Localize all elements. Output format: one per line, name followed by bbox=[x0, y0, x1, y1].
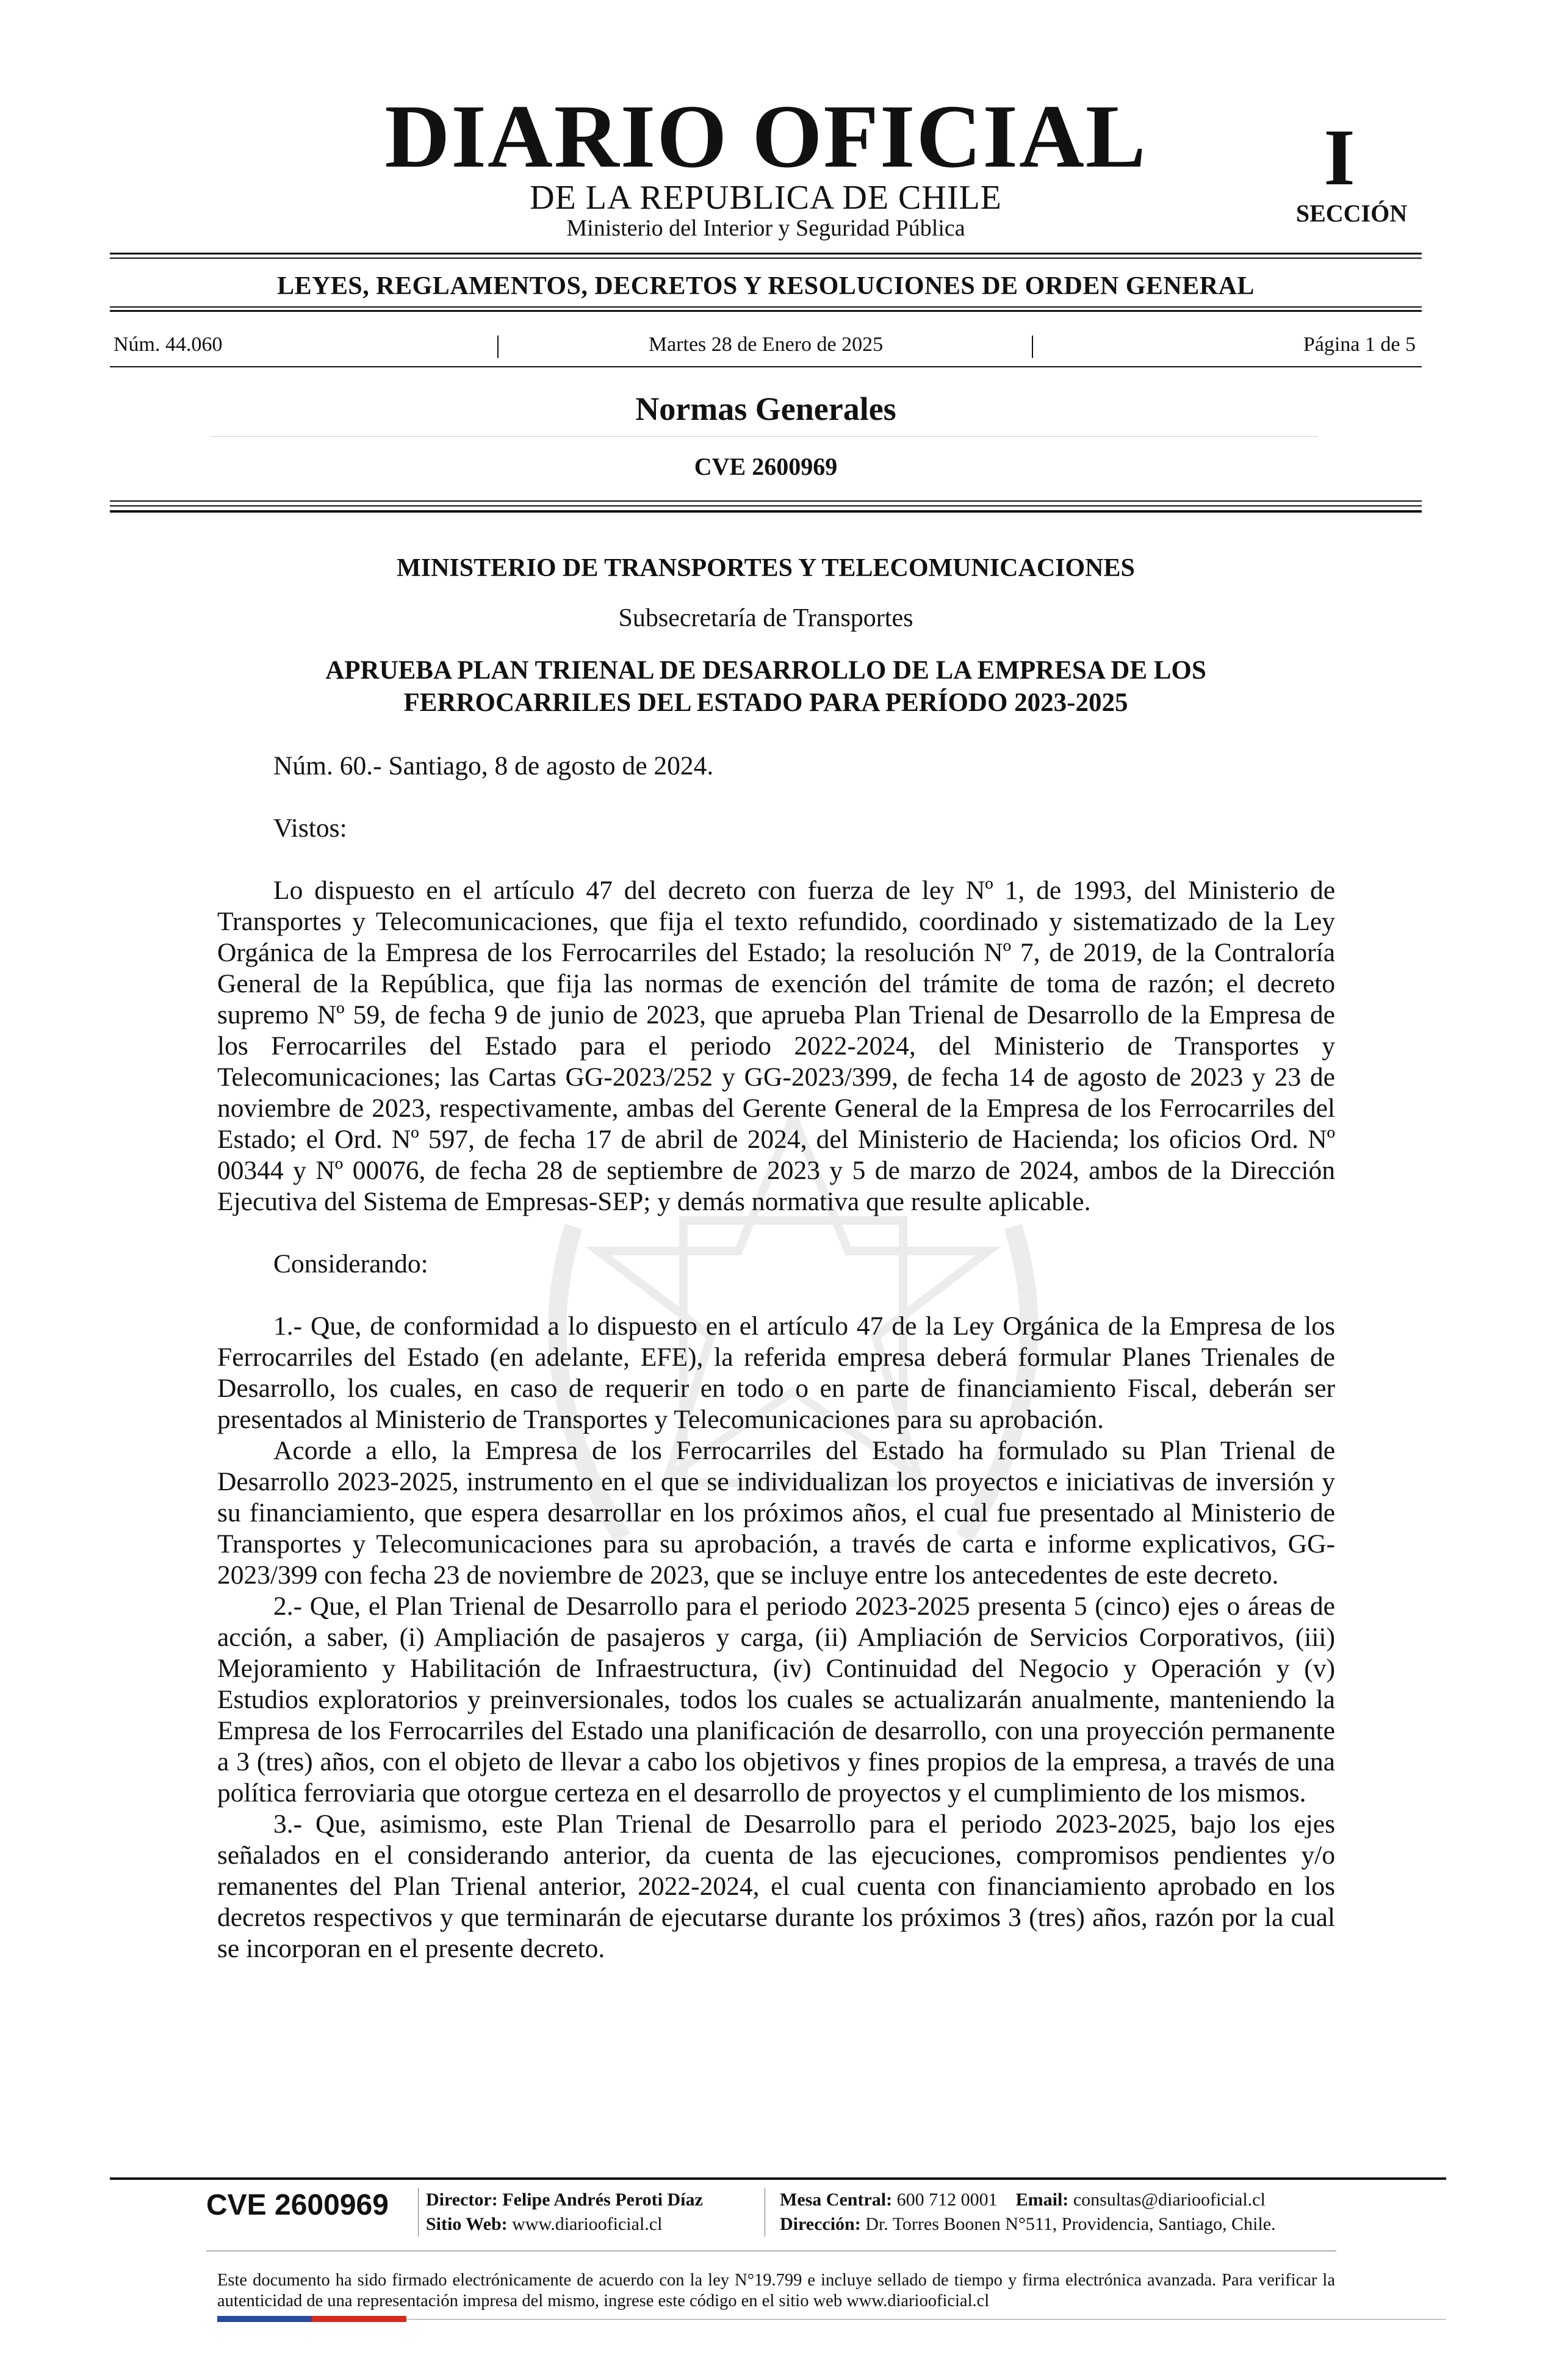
header-rule-bottom-1 bbox=[110, 306, 1422, 308]
footer-divider-1 bbox=[418, 2188, 419, 2237]
decree-title-line-2: FERROCARRILES DEL ESTADO PARA PERÍODO 2023-2025 bbox=[403, 688, 1128, 717]
header-rule-top-1 bbox=[110, 253, 1422, 254]
cve-rule-1 bbox=[110, 500, 1422, 502]
considerando-label: Considerando: bbox=[273, 1249, 428, 1278]
web-label: Sitio Web: bbox=[426, 2214, 508, 2234]
cve-rule-2 bbox=[110, 505, 1422, 507]
web-link[interactable]: www.diariooficial.cl bbox=[512, 2214, 663, 2234]
footer-contact-block bbox=[780, 2188, 1276, 2237]
section-title: Normas Generales bbox=[635, 391, 896, 427]
flag-stripe-blue bbox=[217, 2316, 312, 2322]
considerando-1b: Acorde a ello, la Empresa de los Ferrocarriles del Estado ha formulado su Plan Trienal de Desarrollo 2023-2025, instrumento en el que se individualizan los proyectos e iniciativas de inversión y su financiamiento, que espera desarrollar en los próximos años, el cual fue presentado al Ministerio de Transportes y Telecomunicaciones para su aprobación, a través de carta e informe explicativos, GG-2023/399 con fecha 23 de noviembre de 2023, que se incluye entre los antecedentes de este decreto. bbox=[217, 1436, 1335, 1590]
subsecretaria: Subsecretaría de Transportes bbox=[618, 604, 913, 632]
vistos-label: Vistos: bbox=[273, 813, 347, 843]
section-numeral: I bbox=[1324, 112, 1355, 202]
info-separator-2: | bbox=[1030, 331, 1036, 358]
considerando-3: 3.- Que, asimismo, este Plan Trienal de Desarrollo para el periodo 2023-2025, bajo los ejes señalados en el considerando anterior, da cuenta de las ejecuciones, compromisos pendientes y/o remanentes del Plan Trienal anterior, 2022-2024, el cual cuenta con financiamiento aprobado en los decretos respectivos y que terminarán de ejecutarse durante los próximos 3 (tres) años, razón por la cual se incorporan en el presente decreto. bbox=[217, 1809, 1335, 1963]
ministry-heading: MINISTERIO DE TRANSPORTES Y TELECOMUNICACIONES bbox=[397, 554, 1135, 582]
cve-rule-3 bbox=[110, 510, 1422, 513]
address-value: Dr. Torres Boonen N°511, Providencia, Santiago, Chile. bbox=[865, 2214, 1276, 2234]
decree-title bbox=[171, 654, 1361, 719]
section-title-rule bbox=[211, 436, 1318, 437]
email-label: Email: bbox=[1015, 2190, 1069, 2210]
email-link[interactable]: consultas@diariooficial.cl bbox=[1073, 2190, 1266, 2210]
decree-number-line: Núm. 60.- Santiago, 8 de agosto de 2024. bbox=[273, 751, 714, 781]
mesa-value: 600 712 0001 bbox=[896, 2190, 998, 2210]
considerando-2: 2.- Que, el Plan Trienal de Desarrollo para el periodo 2023-2025 presenta 5 (cinco) ejes o áreas de acción, a saber, (i) Ampliación de pasajeros y carga, (ii) Ampliación de Servicios Corporativos, (iii) Mejoramiento y Habilitación de Infraestructura, (iv) Continuidad del Negocio y Operación y (v) Estudios exploratorios y preinversionales, todos los cuales se actualizarán anualmente, manteniendo la Empresa de los Ferrocarriles del Estado una planificación de desarrollo, con una proyección permanente a 3 (tres) años, con el objeto de llevar a cabo los objetivos y fines propios de la empresa, a través de una política ferroviaria que otorgue certeza en el desarrollo de proyectos y el cumplimiento de los mismos. bbox=[217, 1592, 1335, 1808]
director-label: Director: bbox=[426, 2190, 498, 2210]
decree-body bbox=[217, 751, 1335, 1964]
issue-date: Martes 28 de Enero de 2025 bbox=[648, 333, 884, 356]
footer-director-block bbox=[426, 2188, 703, 2237]
director-name: Felipe Andrés Peroti Díaz bbox=[502, 2190, 703, 2210]
masthead-title: DIARIO OFICIAL bbox=[384, 87, 1147, 187]
header-rule-top-2 bbox=[110, 258, 1422, 259]
header-band: LEYES, REGLAMENTOS, DECRETOS Y RESOLUCIONES DE ORDEN GENERAL bbox=[277, 272, 1255, 300]
footer-rule-bottom bbox=[406, 2319, 1446, 2320]
mesa-label: Mesa Central: bbox=[780, 2190, 893, 2210]
issue-number: Núm. 44.060 bbox=[113, 333, 223, 356]
vistos-paragraph: Lo dispuesto en el artículo 47 del decreto con fuerza de ley Nº 1, de 1993, del Ministerio de Transportes y Telecomunicaciones, que fija el texto refundido, coordinado y sistematizado de la Ley Orgánica de la Empresa de los Ferrocarriles del Estado; la resolución Nº 7, de 2019, de la Contraloría General de la República, que fija las normas de exención del trámite de toma de razón; el decreto supremo Nº 59, de fecha 9 de junio de 2023, que aprueba Plan Trienal de Desarrollo de la Empresa de los Ferrocarriles del Estado para el periodo 2022-2024, del Ministerio de Transportes y Telecomunicaciones; las Cartas GG-2023/252 y GG-2023/399, de fecha 14 de agosto de 2023 y 23 de noviembre de 2023, respectivamente, ambas del Gerente General de la Empresa de los Ferrocarriles del Estado; el Ord. Nº 597, de fecha 17 de abril de 2024, del Ministerio de Hacienda; los oficios Ord. Nº 00344 y Nº 00076, de fecha 28 de septiembre de 2023 y 5 de marzo de 2024, ambos de la Dirección Ejecutiva del Sistema de Empresas-SEP; y demás normativa que resulte aplicable. bbox=[217, 876, 1335, 1216]
masthead-subtitle: DE LA REPUBLICA DE CHILE bbox=[530, 179, 1002, 217]
flag-stripe-red bbox=[312, 2316, 406, 2322]
footer-rule-top bbox=[110, 2177, 1446, 2180]
header-rule-bottom-2 bbox=[110, 310, 1422, 312]
page-indicator: Página 1 de 5 bbox=[1303, 333, 1416, 356]
infobar-rule bbox=[110, 366, 1422, 367]
footer-cve: CVE 2600969 bbox=[206, 2189, 389, 2221]
address-label: Dirección: bbox=[780, 2214, 861, 2234]
section-label: SECCIÓN bbox=[1295, 200, 1408, 227]
considerando-1a: 1.- Que, de conformidad a lo dispuesto en el artículo 47 de la Ley Orgánica de la Empresa de los Ferrocarriles del Estado (en adelante, EFE), la referida empresa deberá formular Planes Trienales de Desarrollo, los cuales, en caso de requerir en todo o en parte de financiamiento Fiscal, deberán ser presentados al Ministerio de Transportes y Telecomunicaciones para su aprobación. bbox=[217, 1311, 1335, 1434]
info-separator-1: | bbox=[495, 331, 501, 358]
masthead-ministry: Ministerio del Interior y Seguridad Pública bbox=[566, 215, 965, 241]
footer-signature-note: Este documento ha sido firmado electrónicamente de acuerdo con la ley N°19.799 e incluye sellado de tiempo y firma electrónica avanzada. Para verificar la autenticidad de una representación impresa del mismo, ingrese este código en el sitio web www.diariooficial.cl bbox=[217, 2271, 1335, 2310]
decree-title-line-1: APRUEBA PLAN TRIENAL DE DESARROLLO DE LA EMPRESA DE LOS bbox=[325, 656, 1206, 685]
cve-header: CVE 2600969 bbox=[694, 453, 838, 480]
